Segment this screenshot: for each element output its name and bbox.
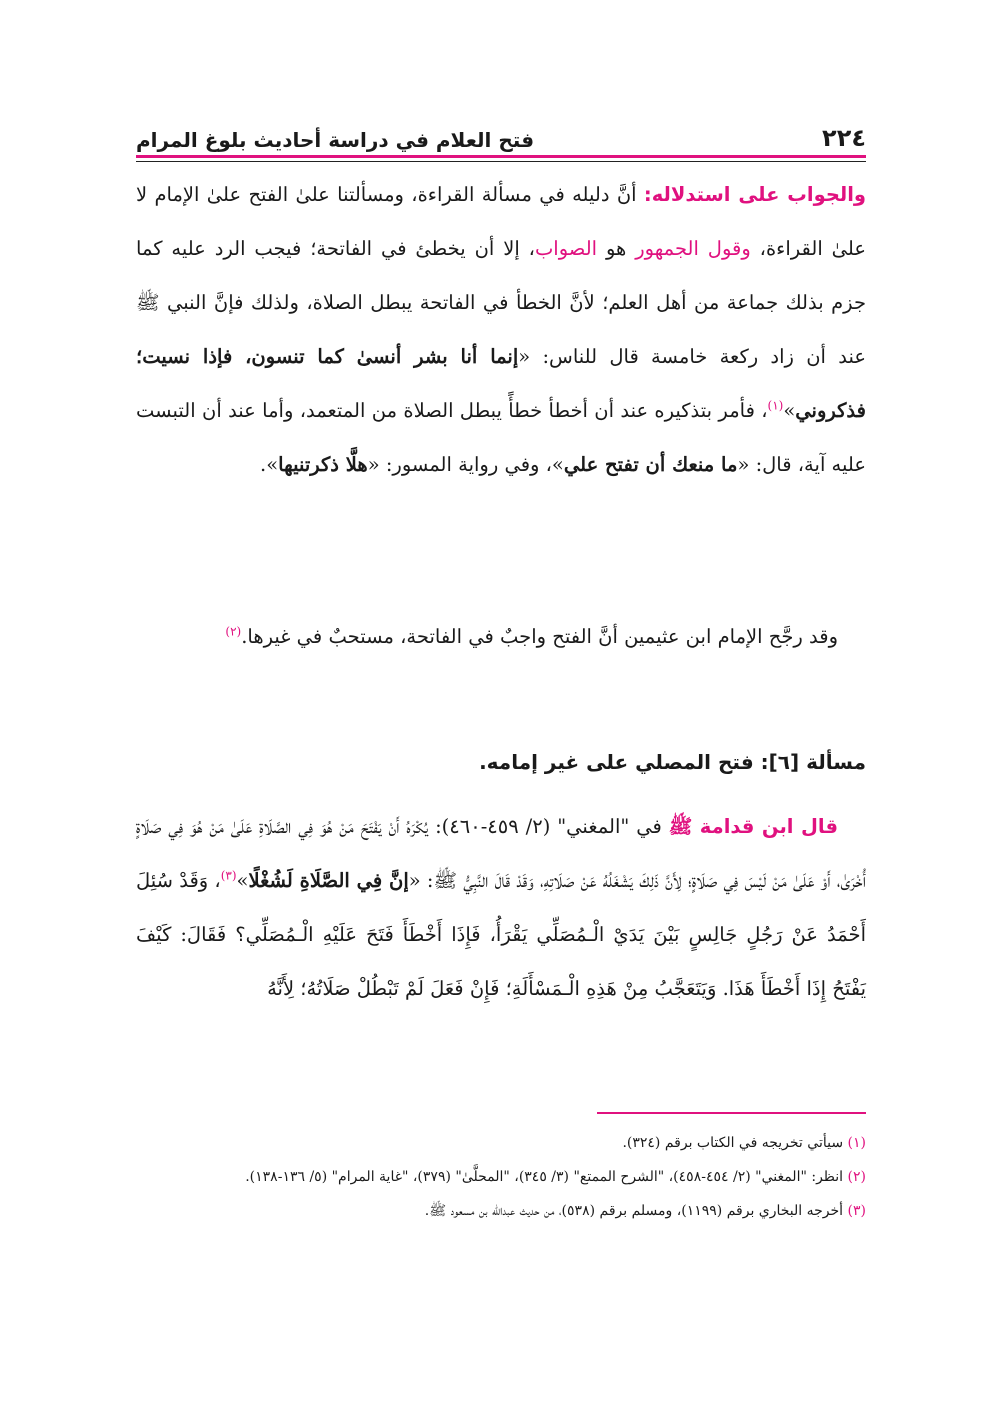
text: أنَّ دليله في مسألة القراءة، ومسألتنا علىٰ الفتح علىٰ الإمام لا علىٰ القراءة، [136,183,866,260]
highlight-sawab: الصواب [534,237,598,260]
text: ، وَقَدْ سُئِلَ أَحْمَدُ عَنْ رَجُلٍ جَالِسٍ بَيْنَ يَدَيْ الْـمُصَلِّي يَقْرَأُ، فَإِذَا أَخْطَأَ فَتَحَ عَلَيْهِ الْـمُصَلِّي؟ فَقَالَ: كَيْفَ يَفْتَحُ إِذَا أَخْطَأَ هَذَا. وَيَتَعَجَّبُ مِنْ هَذِهِ الْـمَسْأَلَةِ؛ فَإِنْ فَعَلَ لَمْ تَبْطُلْ صَلَاتُهُ؛ لِأَنَّهُ [136,869,866,1000]
highlight-jumhur: وقول الجمهور [635,237,751,260]
footnote-item [136,1162,866,1192]
hadith-quote: إنما أنا بشر أنسىٰ كما تنسون، فإذا نسيت؛ فذكروني [136,345,866,422]
issue-title: فتح المصلي على غير إمامه. [479,750,761,774]
paragraph-ibn-qudama [136,800,866,1016]
footnote-item [136,1128,866,1158]
book-title: فتح العلام في دراسة أحاديث بلوغ المرام [136,128,535,152]
text: هو [597,237,636,260]
footnote-number: (١) [847,1135,866,1151]
hadith-quote: إنَّ فِي الصَّلَاةِ لَشُغْلًا [248,869,409,892]
footnote-divider [597,1112,866,1114]
header-rule-thin [136,161,866,162]
footnote-text: سيأتي تخريجه في الكتاب برقم (٣٢٤). [622,1135,848,1151]
text: وقد رجَّح الإمام ابن عثيمين أنَّ الفتح واجبٌ في الفاتحة، مستحبٌ في غيرها. [241,625,838,648]
issue-label: مسألة [٦]: [760,750,866,774]
issue-heading [136,735,866,789]
quote-author: قال ابن قدامة ﷺ [668,815,838,838]
footnotes [136,1128,866,1230]
hadith-quote: ما منعك أن تفتح علي [563,453,738,476]
footnote-ref[interactable]: (٢) [225,624,242,639]
footnote-text: أخرجه البخاري برقم (١١٩٩)، ومسلم برقم (٥٣٨)، من حديث عبدالله بن مسعود ﷺ. [424,1203,848,1219]
text: ». [260,453,279,476]
hadith-quote: هلَّا ذكرتنيها [278,453,368,476]
footnote-ref[interactable]: (٣) [220,868,237,883]
footnote-ref[interactable]: (١) [767,398,784,413]
footnote-number: (٣) [847,1203,866,1219]
footnote-item [136,1196,866,1226]
text: » [783,399,796,422]
answer-heading: والجواب على استدلاله: [643,183,866,206]
header-rule-thick [136,155,866,158]
paragraph-answer [136,168,866,492]
text: في "المغني" (٢/ ٤٥٩-٤٦٠): يُكْرَهُ أَنْ يَفْتَحَ مَنْ هُوَ فِي الصَّلَاةِ عَلَىٰ مَنْ هُوَ فِي صَلَاةٍ أُخْرَىٰ، أَوْ عَلَىٰ مَنْ لَيْسَ فِي صَلَاةٍ؛ لِأَنَّ ذَلِكَ يَشْغَلُهُ عَنْ صَلَاتِهِ، وَقَدْ قَالَ النَّبِيُّ ﷺ: « [136,815,866,892]
text: » [236,869,249,892]
paragraph-ibn-uthaymin [136,610,866,664]
page-number: ٢٢٤ [822,124,866,152]
footnote-text: انظر: "المغني" (٢/ ٤٥٤-٤٥٨)، "الشرح الممتع" (٣/ ٣٤٥)، "المحلَّىٰ" (٣٧٩)، "غاية المرام" (٥/ ١٣٦-١٣٨). [245,1169,848,1185]
running-header [136,118,866,152]
text: ، إلا أن يخطئ في الفاتحة؛ فيجب الرد عليه كما جزم بذلك جماعة من أهل العلم؛ لأنَّ الخطأ في الفاتحة يبطل الصلاة، ولذلك فإنَّ النبي ﷺ عند أن زاد ركعة خامسة قال للناس: « [136,237,866,368]
text: »، وفي رواية المسور: « [367,453,564,476]
footnote-number: (٢) [847,1169,866,1185]
text: ، فأمر بتذكيره عند أن أخطأ خطأً يبطل الصلاة من المتعمد، وأما عند أن التبست عليه آية، قال: « [136,399,866,476]
